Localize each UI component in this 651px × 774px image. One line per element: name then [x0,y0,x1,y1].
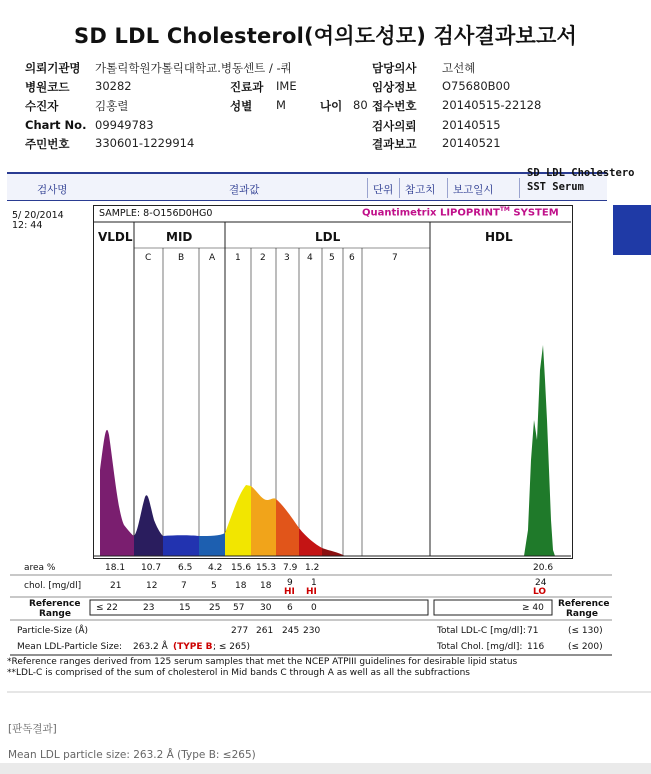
ldl5-peak [322,548,345,556]
band-c: C [145,253,152,263]
interpretation-summary: Mean LDL particle size: 263.2 Å (Type B: ≤265) [8,749,256,761]
ref-2: 30 [260,603,272,613]
col-report-time: 보고일시 [453,184,494,196]
resident-no-value: 330601-1229914 [95,136,195,150]
chol-1: 18 [235,581,247,591]
report-date-value: 20140521 [442,136,501,150]
chol-a: 5 [211,581,217,591]
request-date-label: 검사의뢰 [372,119,417,133]
particle-size-2: 261 [256,626,274,636]
doctor-label: 담당의사 [372,61,417,75]
brand-tm: TM [499,206,510,213]
ldl2-peak [251,486,276,556]
ref-4: 0 [311,603,317,613]
resident-no-label: 주민번호 [25,137,70,151]
institution-label: 의뢰기관명 [25,61,81,75]
band-3: 3 [284,253,290,263]
request-date-value: 20140515 [442,118,501,132]
ldl1-peak [225,485,251,556]
hospital-code-label: 병원코드 [25,80,70,94]
band-a: A [209,253,216,263]
brand-name: Quantimetrix LIPOPRINT [362,207,500,219]
chart-no-value: 09949783 [95,118,154,132]
doctor-value: 고선혜 [442,61,476,75]
area-1: 15.6 [231,563,252,573]
mean-size-value: 263.2 Å [133,642,168,652]
page-bottom-bar [0,763,651,774]
area-a: 4.2 [208,563,223,573]
mid-b-peak [163,535,199,556]
chol-4: 1 [311,578,317,588]
receipt-no-label: 접수번호 [372,99,417,113]
band-7: 7 [392,253,398,263]
group-mid: MID [166,230,193,244]
report-title: SD LDL Cholesterol(여의도성모) 검사결과보고서 [74,24,577,48]
total-ldl-label: Total LDL-C [mg/dl]: [437,626,526,636]
footnote-2: **LDL-C is comprised of the sum of cholesterol in Mid bands C through A as well as all the subfractions [7,668,470,678]
sample-id: SAMPLE: 8-O156D0HG0 [99,208,213,219]
mid-c-peak [134,495,163,556]
particle-size-1: 277 [231,626,249,636]
chol-c: 12 [146,581,158,591]
chol-label: chol. [mg/dl] [24,581,82,591]
area-label: area % [24,563,56,573]
brand-system: SYSTEM [509,207,559,219]
ldl4-peak [299,528,322,556]
dept-label: 진료과 [230,80,264,94]
ref-range-label-right-2: Range [566,609,598,619]
test-name-line1: SD LDL Cholestero [527,167,635,179]
band-1: 1 [235,253,241,263]
group-hdl: HDL [485,230,513,244]
chol-hdl: 24 [535,578,547,588]
band-2: 2 [260,253,266,263]
ref-hdl: ≥ 40 [522,603,544,613]
ref-range-box-ldl [90,600,428,615]
ref-3: 6 [287,603,293,613]
chart-no-label: Chart No. [25,118,87,132]
particle-size-3: 245 [282,626,300,636]
col-result: 결과값 [229,184,260,196]
area-c: 10.7 [141,563,162,573]
receipt-no-value: 20140515-22128 [442,98,542,112]
ref-range-label-2: Range [39,609,71,619]
report-date-label: 결과보고 [372,137,417,151]
band-5: 5 [329,253,335,263]
type-b-badge: (TYPE B [173,642,213,652]
total-chol-value: 116 [527,642,545,652]
chol-3: 9 [287,578,293,588]
chol-hdl-flag: LO [533,587,547,597]
ref-c: 23 [143,603,155,613]
footnote-1: *Reference ranges derived from 125 serum samples that met the NCEP ATPIII guidelines for desirable lipid status [7,657,518,667]
chol-4-flag: HI [306,587,317,597]
area-hdl: 20.6 [533,563,554,573]
chol-vldl: 21 [110,581,122,591]
age-value: 80 [353,98,368,112]
ref-1: 57 [233,603,245,613]
chol-2: 18 [260,581,272,591]
sex-value: M [276,98,286,112]
area-4: 1.2 [305,563,320,573]
band-b: B [178,253,185,263]
footnotes [7,657,517,679]
patient-name-value: 김홍렬 [95,99,129,113]
area-b: 6.5 [178,563,193,573]
age-label: 나이 [320,99,343,113]
ldl3-peak [276,499,299,556]
report-time: 12: 44 [12,220,43,231]
chol-3-flag: HI [284,587,295,597]
band-6: 6 [349,253,355,263]
group-vldl: VLDL [98,230,133,244]
patient-name-label: 수진자 [25,99,59,113]
area-2: 15.3 [256,563,277,573]
area-3: 7.9 [283,563,298,573]
clinical-info-label: 임상정보 [372,80,417,94]
mid-a-peak [199,533,225,556]
area-vldl: 18.1 [105,563,126,573]
ref-vldl: ≤ 22 [96,603,118,613]
interpretation-label: [판독결과] [8,723,57,735]
ref-b: 15 [179,603,191,613]
chol-b: 7 [181,581,187,591]
group-ldl: LDL [315,230,341,244]
particle-size-4: 230 [303,626,321,636]
col-ref: 참고치 [405,184,436,196]
particle-size-label: Particle-Size (Å) [17,626,89,636]
col-test-name: 검사명 [37,184,68,196]
total-ldl-ref: (≤ 130) [568,626,603,636]
ref-range-label-right-1: Reference [558,599,610,609]
vldl-peak [100,430,134,556]
band-4: 4 [307,253,313,263]
sex-label: 성별 [230,99,253,113]
dept-value: IME [276,79,297,93]
ref-a: 25 [209,603,221,613]
total-chol-ref: (≤ 200) [568,642,603,652]
ref-range-label-1: Reference [29,599,81,609]
hdl-peak [524,345,555,556]
clinical-info-value: O75680B00 [442,79,511,93]
col-unit: 단위 [373,184,394,196]
mean-size-label: Mean LDL-Particle Size: [17,642,123,652]
test-name-line2: SST Serum [527,181,584,193]
report-date: 5/ 20/2014 [12,210,64,221]
total-ldl-value: 71 [527,626,539,636]
institution-value: 가톨릭학원가톨릭대학교.병동센트 / -쿼 [95,61,292,75]
total-chol-label: Total Chol. [mg/dl]: [437,642,523,652]
type-b-ref: ; ≤ 265) [213,642,250,652]
hospital-code-value: 30282 [95,79,132,93]
